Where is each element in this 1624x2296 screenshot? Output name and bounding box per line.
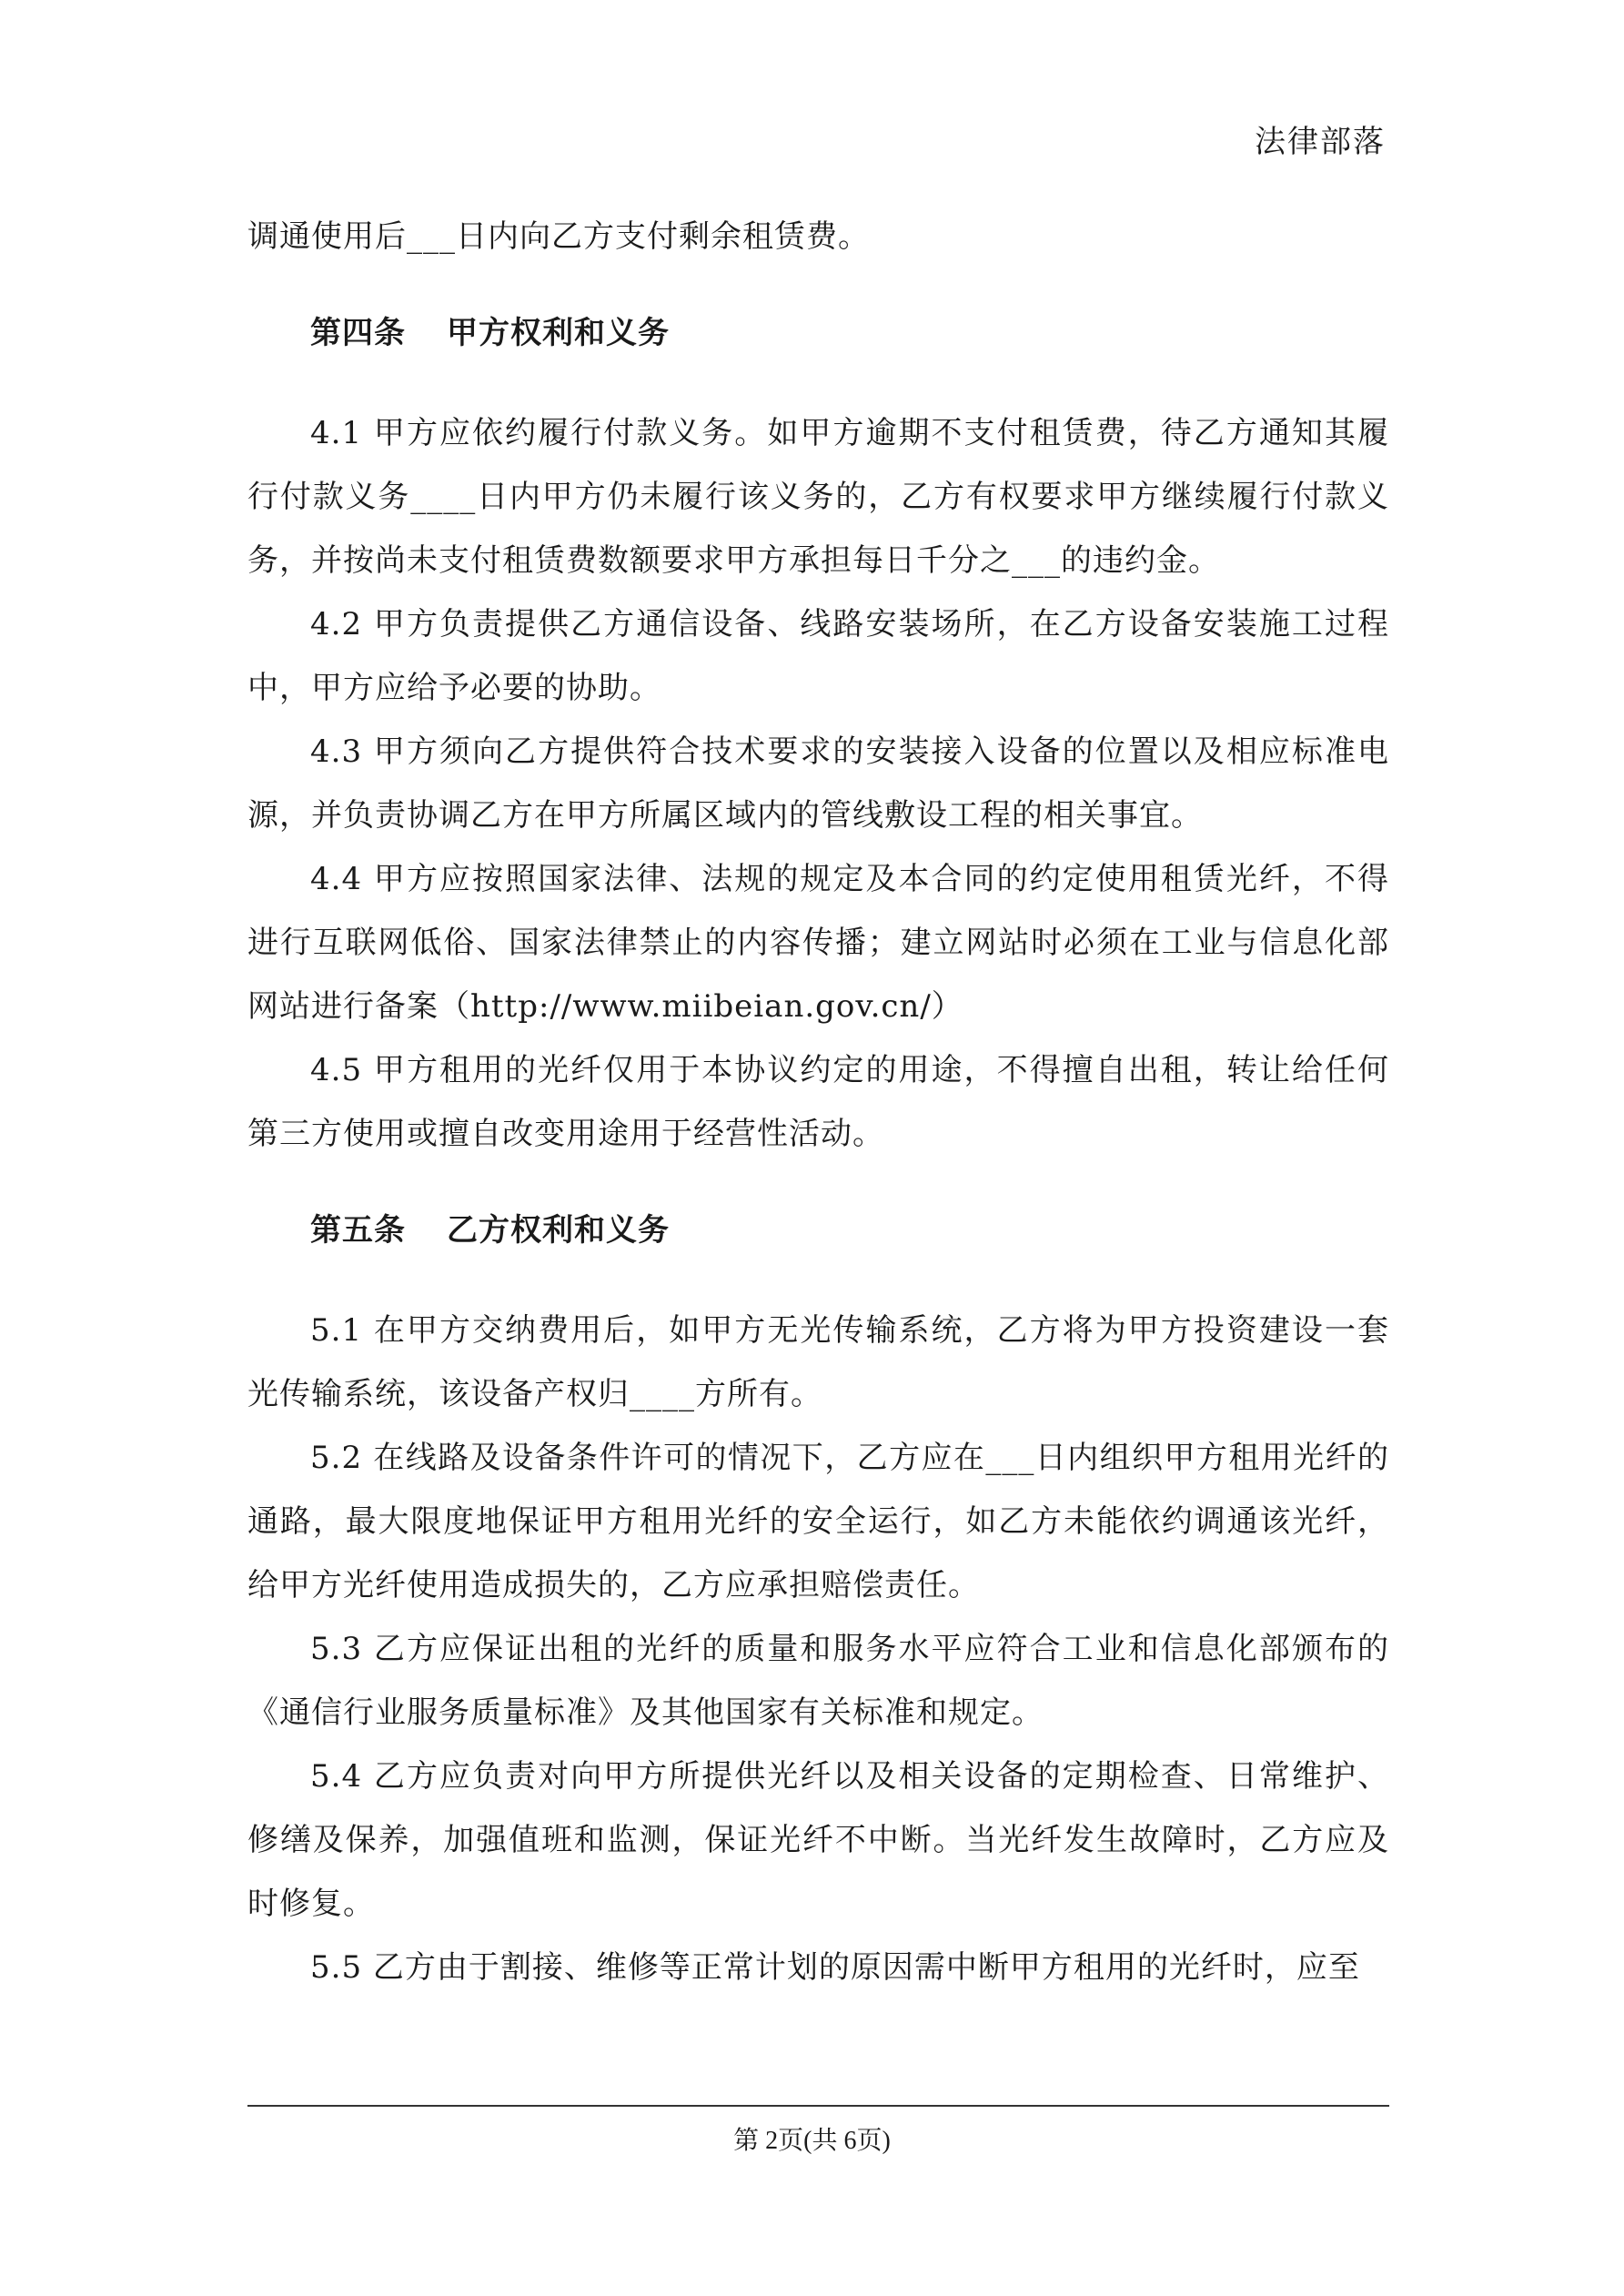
article-4-title: 甲方权利和义务	[447, 315, 670, 351]
article-4-heading	[247, 301, 1389, 365]
document-body	[247, 205, 1389, 1999]
page-number: 第 2页(共 6页)	[733, 2127, 891, 2155]
opening-line: 调通使用后___日内向乙方支付剩余租赁费。	[247, 218, 870, 255]
article-4-number: 第四条	[310, 315, 406, 351]
clause-4-2: 4.2 甲方负责提供乙方通信设备、线路安装场所，在乙方设备安装施工过程中，甲方应给予必要的协助。	[247, 606, 1389, 706]
article-5-heading	[247, 1199, 1389, 1262]
footer-divider	[247, 2105, 1389, 2107]
article-5-title: 乙方权利和义务	[447, 1212, 670, 1249]
clause-4-4: 4.4 甲方应按照国家法律、法规的规定及本合同的约定使用租赁光纤，不得进行互联网低俗、国家法律禁止的内容传播；建立网站时必须在工业与信息化部网站进行备案（http://www.miibeian.gov.cn/）	[247, 861, 1389, 1025]
header-brand: 法律部落	[1255, 124, 1386, 160]
clause-5-5: 5.5 乙方由于割接、维修等正常计划的原因需中断甲方租用的光纤时，应至	[310, 1949, 1360, 1986]
clause-4-3: 4.3 甲方须向乙方提供符合技术要求的安装接入设备的位置以及相应标准电源，并负责协调乙方在甲方所属区域内的管线敷设工程的相关事宜。	[247, 733, 1389, 834]
clause-4-5: 4.5 甲方租用的光纤仅用于本协议约定的用途，不得擅自出租，转让给任何第三方使用或擅自改变用途用于经营性活动。	[247, 1052, 1389, 1152]
clause-5-3: 5.3 乙方应保证出租的光纤的质量和服务水平应符合工业和信息化部颁布的《通信行业服务质量标准》及其他国家有关标准和规定。	[247, 1631, 1389, 1731]
clause-5-4: 5.4 乙方应负责对向甲方所提供光纤以及相关设备的定期检查、日常维护、修缮及保养，加强值班和监测，保证光纤不中断。当光纤发生故障时，乙方应及时修复。	[247, 1758, 1389, 1922]
clause-5-2: 5.2 在线路及设备条件许可的情况下，乙方应在___日内组织甲方租用光纤的通路，最大限度地保证甲方租用光纤的安全运行，如乙方未能依约调通该光纤，给甲方光纤使用造成损失的，乙方应承担赔偿责任。	[247, 1440, 1389, 1603]
article-5-number: 第五条	[310, 1212, 406, 1249]
clause-4-1: 4.1 甲方应依约履行付款义务。如甲方逾期不支付租赁费，待乙方通知其履行付款义务____日内甲方仍未履行该义务的，乙方有权要求甲方继续履行付款义务，并按尚未支付租赁费数额要求甲方承担每日千分之___的违约金。	[247, 415, 1389, 579]
clause-5-1: 5.1 在甲方交纳费用后，如甲方无光传输系统，乙方将为甲方投资建设一套光传输系统，该设备产权归____方所有。	[247, 1312, 1389, 1412]
